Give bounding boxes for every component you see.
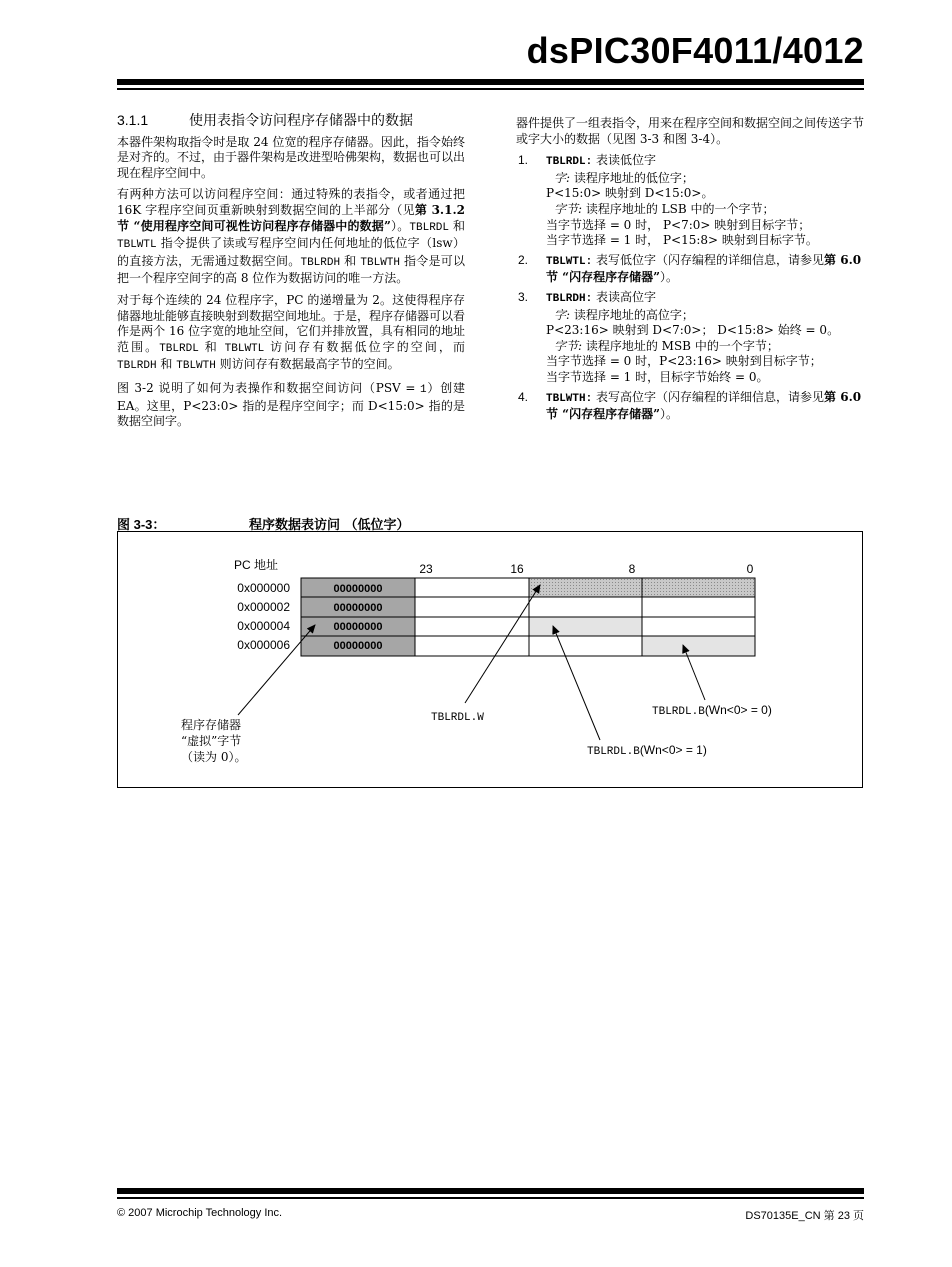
cross-reference: 第 3.1.2 节 “使用程序空间可视性访问程序存储器中的数据” (117, 202, 465, 233)
code-term: TBLRDH (300, 256, 341, 269)
section-number: 3.1.1 (117, 112, 149, 128)
text-run: 读程序地址的 LSB 中的一个字节； (582, 201, 775, 216)
text-run: ）。 (390, 218, 410, 233)
code-term: TBLWTL: (546, 255, 593, 268)
code-term: TBLWTH (176, 360, 216, 373)
text-run: 和 (340, 253, 361, 268)
pc-address-header: PC 地址 (234, 558, 279, 572)
text-line: P<23:16> 映射到 D<7:0>； D<15:8> 始终 = 0。 (546, 323, 840, 338)
text-run: 有两种方法可以访问程序空间：通过特殊的表指令，或者通过把 16K 字程序空间页重新映射到数据空间的上半部分（见 (117, 187, 465, 217)
phantom-note-line: “虚拟”字节 (181, 734, 242, 748)
pc-address: 0x000000 (237, 581, 290, 595)
list-number: 2. (518, 252, 529, 267)
text-run: 字节: (554, 338, 583, 353)
phantom-byte-value: 00000000 (333, 640, 383, 652)
bit-label: 0 (746, 562, 754, 576)
code-term: TBLWTH (360, 256, 401, 269)
pc-address: 0x000002 (237, 600, 290, 614)
code-term: TBLWTL (117, 239, 157, 252)
text-run: 访问存有数据低位字的空间，而 (264, 339, 465, 354)
code-term: TBLRDH (117, 360, 157, 373)
text-line: 当字节选择 = 1 时， P<15:8> 映射到目标字节。 (546, 233, 818, 248)
text-run: 字节: (554, 201, 583, 216)
footer-rule-thin (117, 1197, 864, 1199)
footer-copyright: © 2007 Microchip Technology Inc. (117, 1207, 283, 1219)
list-number: 4. (518, 389, 529, 404)
accessed-lower-byte-row3 (642, 636, 755, 656)
code-term: TBLWTH: (546, 392, 593, 405)
text-run: 和 (156, 357, 177, 372)
figure-label: 图 3-3： (117, 517, 166, 532)
text-run: 和 (198, 339, 225, 354)
list-number: 1. (518, 153, 529, 168)
tblrdl-b1-label: TBLRDL.B(Wn<0> = 1) (587, 743, 707, 758)
tblrdl-b0-label: TBLRDL.B(Wn<0> = 0) (652, 703, 772, 718)
paragraph: 器件提供了一组表指令，用来在程序空间和数据空间之间传送字节或字大小的数据（见图 3-3 和图 3-4）。 (516, 116, 865, 146)
page-header-title: dsPIC30F4011/4012 (526, 30, 864, 71)
text-run: 字: (554, 307, 571, 322)
arrow-tblrdl-b1 (553, 626, 600, 740)
text-run: 则访问存有数据最高字节的空间。 (215, 357, 400, 372)
text-run: 和 (449, 218, 465, 233)
text-run: 指令提供了读或写程序空间内任何地址的低位字（lsw）的直接方法，无需通过数据空间。 (117, 236, 465, 268)
cross-reference: 第 6.0 节 “闪存程序存储器” (546, 252, 862, 285)
accessed-upper-byte-row0 (529, 578, 642, 597)
accessed-lower-byte-row0 (642, 578, 755, 597)
code-term: TBLWTL (224, 342, 265, 355)
footer-rule (117, 1188, 864, 1194)
code-term: TBLRDH: (546, 292, 593, 305)
paragraph: 本器件架构取指令时是取 24 位宽的程序存储器。因此，指令始终是对齐的。不过，由于器件架构是改进型哈佛架构，数据也可以出现在程序空间中。 (117, 134, 466, 180)
text-line: P<15:0> 映射到 D<15:0>。 (546, 186, 714, 201)
accessed-upper-byte-row2 (529, 617, 642, 636)
text-run: 读程序地址的 MSB 中的一个字节； (582, 338, 779, 353)
text-run: 对于每个连续的 24 位程序字，PC 的递增量为 2。这使得程序存储器地址能够直接映射到数据空间地址。于是，程序存储器可以看作是两个 16 位字宽的地址空间，它们并排放置，具有相同的地址范围。 (117, 292, 466, 354)
bit-label: 16 (510, 562, 524, 576)
text-run: 表写高位字（闪存编程的详细信息，请参见 (592, 389, 825, 404)
list-number: 3. (518, 289, 529, 304)
section-title: 使用表指令访问程序存储器中的数据 (189, 113, 413, 129)
phantom-note-line: 程序存储器 (181, 718, 242, 732)
text-run: 字: (554, 170, 571, 185)
text-run: 表读低位字 (592, 153, 657, 168)
text-run: 表写低位字（闪存编程的详细信息，请参见 (592, 252, 825, 267)
footer-doc-number: DS70135E_CN 第 23 页 (745, 1210, 864, 1222)
text-run: 读程序地址的低位字； (570, 170, 694, 185)
code-term: TBLRDL: (546, 156, 593, 169)
cross-reference: 第 6.0 节 “闪存程序存储器” (546, 389, 862, 422)
text-run: 图 3-2 说明了如何为表操作和数据空间访问（PSV = (117, 380, 420, 395)
code-term: TBLRDL (409, 221, 449, 234)
phantom-note-line: （读为 0）。 (181, 750, 247, 764)
pc-address: 0x000004 (237, 619, 290, 633)
tblrdl-w-label: TBLRDL.W (431, 712, 484, 724)
text-line: 当字节选择 = 0 时，P<23:16> 映射到目标字节； (546, 354, 822, 369)
phantom-byte-value: 00000000 (333, 583, 383, 595)
phantom-byte-value: 00000000 (333, 602, 383, 614)
text-run: ）。 (659, 407, 678, 422)
bit-label: 23 (419, 562, 433, 576)
text-run: ）。 (659, 270, 678, 285)
text-run: 读程序地址的高位字； (570, 307, 694, 322)
phantom-byte-value: 00000000 (333, 621, 383, 633)
text-run: 表读高位字 (592, 289, 657, 304)
text-run: 指令是可以把一个程序空间字的高 8 位作为数据访问的唯一方法。 (117, 253, 465, 286)
code-term: 1 (420, 383, 427, 396)
text-line: 当字节选择 = 0 时， P<7:0> 映射到目标字节； (546, 217, 811, 232)
bit-label: 8 (628, 562, 636, 576)
text-line: 当字节选择 = 1 时，目标字节始终 = 0。 (546, 369, 769, 384)
text-run: ）创建 EA。这里，P<23:0> 指的是程序空间字；而 D<15:0> 指的是数据空间字。 (117, 380, 465, 429)
pc-address: 0x000006 (237, 638, 290, 652)
figure-caption: 程序数据表访问 （低位字） (249, 518, 410, 533)
code-term: TBLRDL (159, 342, 199, 355)
